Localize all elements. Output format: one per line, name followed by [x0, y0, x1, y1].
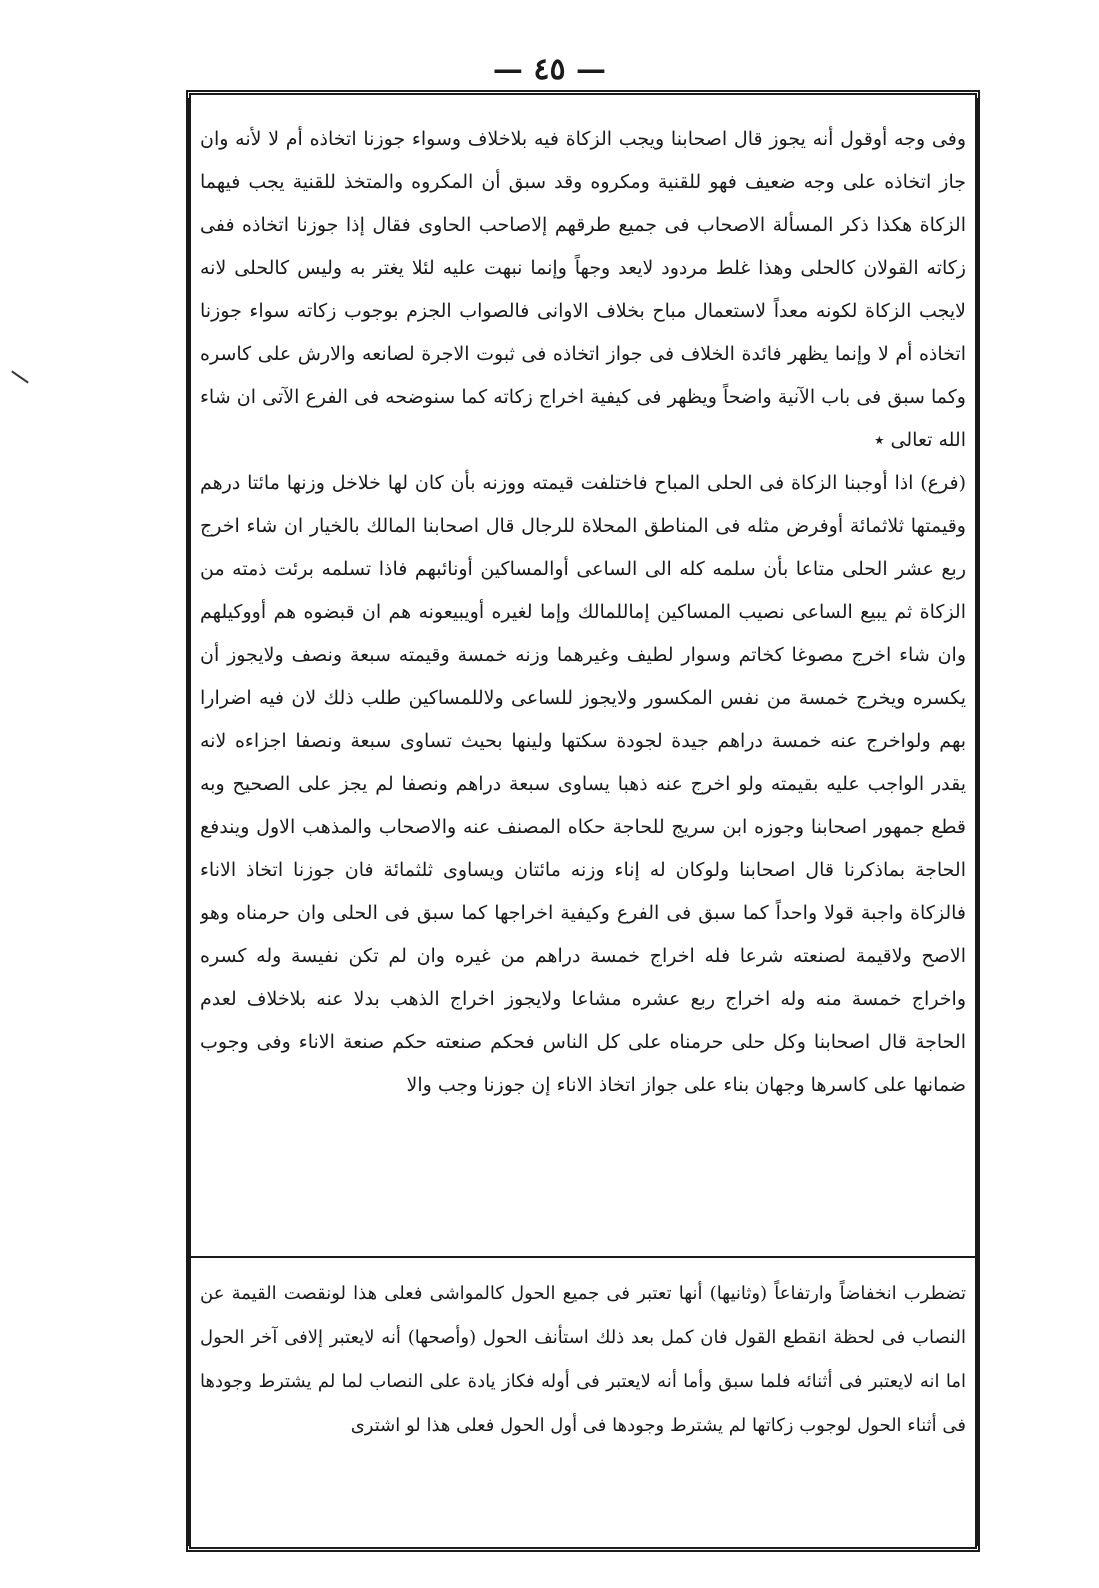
main-paragraph-1: وفى وجه أوقول أنه يجوز قال اصحابنا ويجب الزكاة فيه بلاخلاف وسواء جوزنا اتخاذه أم لا لأنه وان جاز اتخاذه على وجه ضعيف فهو للقنية ومكروه وقد سبق أن المكروه والمتخذ للقنية يجب فيهما الزكاة هكذا ذكر المسألة الاصحاب فى جميع طرقهم إلاصاحب الحاوى فقال إذا جوزنا اتخاذه ففى زكاته القولان كالحلى وهذا غلط مردود لايعد وجهاً وإنما نبهت عليه لئلا يغتر به وليس كالحلى لانه لايجب الزكاة لكونه معداً لاستعمال مباح بخلاف الاوانى فالصواب الجزم بوجوب زكاته سواء جوزنا اتخاذه أم لا وإنما يظهر فائدة الخلاف فى جواز اتخاذه فى ثبوت الاجرة لصانعه والارش على كاسره وكما سبق فى باب الآنية واضحاً ويظهر فى كيفية اخراج زكاته كما سنوضحه فى الفرع الآتى ان شاء الله تعالى ٭ — [200, 128, 966, 451]
footnote-text: تضطرب انخفاضاً وارتفاعاً (وثانيها) أنها تعتبر فى جميع الحول كالمواشى فعلى هذا لونقصت القيمة عن النصاب فى لحظة انقطع القول فان كمل بعد ذلك استأنف الحول (وأصحها) أنه لايعتبر إلافى آخر الحول اما انه لايعتبر فى أثنائه فلما سبق وأما أنه لايعتبر فى أوله فكاز يادة على النصاب لما لم يشترط وجودها فى أثناء الحول لوجوب زكاتها لم يشترط وجودها فى أول الحول فعلى هذا لو اشترى — [200, 1283, 966, 1436]
main-text — [200, 118, 966, 1250]
main-paragraph-2: (فرع) اذا أوجبنا الزكاة فى الحلى المباح فاختلفت قيمته ووزنه بأن كان لها خلاخل وزنها مائتا درهم وقيمتها ثلاثمائة أوفرض مثله فى المناطق المحلاة للرجال قال اصحابنا المالك بالخيار ان شاء اخرج ربع عشر الحلى متاعا بأن سلمه كله الى الساعى أوالمساكين أونائبهم فاذا تسلمه برئت ذمته من الزكاة ثم يبيع الساعى نصيب المساكين إماللمالك وإما لغيره أويبيعونه هم ان قبضوه هم أووكيلهم وان شاء اخرج مصوغا كخاتم وسوار لطيف وغيرهما وزنه خمسة وقيمته سبعة ونصف ولايجوز أن يكسره ويخرج خمسة من نفس المكسور ولايجوز للساعى ولاللمساكين طلب ذلك لان فيه اضرارا بهم ولواخرج عنه خمسة دراهم جيدة لجودة سكتها ولينها بحيث تساوى سبعة ونصفا اجزاءه لانه يقدر الواجب عليه بقيمته ولو اخرج عنه ذهبا يساوى سبعة دراهم ونصفا لم يجز على الصحيح وبه قطع جمهور اصحابنا وجوزه ابن سريج للحاجة حكاه المصنف عنه والاصحاب والمذهب الاول ويندفع الحاجة بماذكرنا قال اصحابنا ولوكان له إناء وزنه مائتان ويساوى ثلثمائة فان جوزنا اتخاذ الاناء فالزكاة واجبة قولا واحداً كما سبق فى الفرع وكيفية اخراجها كما سبق فى الحلى وان حرمناه وهو الاصح ولاقيمة لصنعته شرعا فله اخراج خمسة دراهم من غيره وان لم تكن نفيسة وله كسره واخراج خمسة منه وله اخراج ربع عشره مشاعا ولايجوز اخراج الذهب بدلا عنه بلاخلاف لعدم الحاجة قال اصحابنا وكل حلى حرمناه على كل الناس فحكم صنعته حكم صنعة الاناء وفى وجوب ضمانها على كاسرها وجهان بناء على جواز اتخاذ الاناء إن جوزنا وجب والا — [200, 472, 966, 1096]
margin-mark — [11, 370, 29, 383]
page-number: — ٤٥ — — [492, 52, 607, 87]
frame-rule-left — [188, 98, 190, 1546]
footnote-separator — [186, 1256, 980, 1258]
frame-rule-right — [975, 98, 978, 1546]
